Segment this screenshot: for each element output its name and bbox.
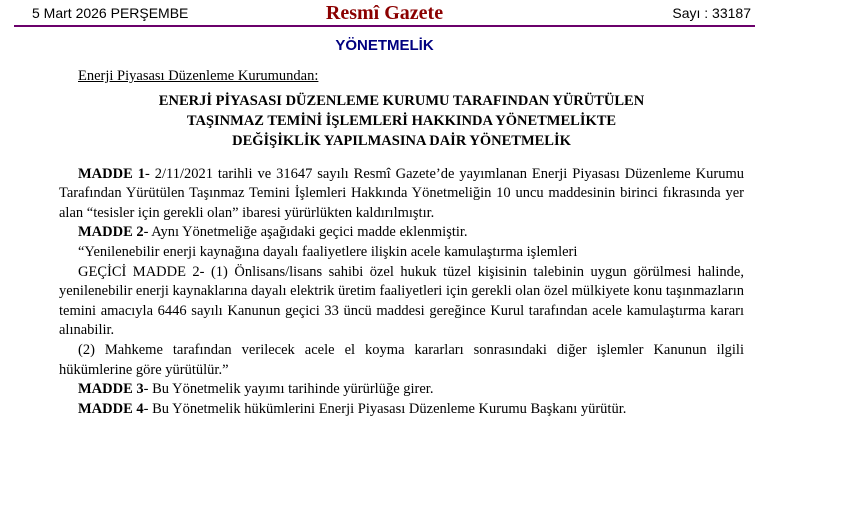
issuing-institution: Enerji Piyasası Düzenleme Kurumundan: (78, 68, 319, 84)
issue-date: 5 Mart 2026 PERŞEMBE (32, 5, 189, 21)
article-text: - 2/11/2021 tarihli ve 31647 sayılı Resmî Gazete’de yayımlanan Enerji Piyasası Düzenleme Kurumu Tarafından Yürütülen Taşınmaz Temini İşlemleri Hakkında Yönetmeliğin 10 uncu maddesinin birinci fıkrasında yer alan “tesisler için gerekli olan” ibaresi yürürlükten kaldırılmıştır. (59, 165, 745, 221)
article-text: - Aynı Yönetmeliğe aşağıdaki geçici madde eklenmiştir. (143, 224, 468, 241)
provisional-article-para-2: (2) Mahkeme tarafından verilecek acele el koyma kararları sonrasındaki diğer işlemler Kanunun ilgili hükümlerine göre yürütülür.” (59, 341, 744, 378)
article-2 (59, 223, 744, 243)
gazette-header (14, 3, 755, 27)
regulation-body (59, 67, 744, 419)
title-line: DEĞİŞİKLİK YAPILMASINA DAİR YÖNETMELİK (232, 132, 571, 149)
article-label: MADDE 4 (78, 400, 144, 417)
article-label: MADDE 1 (78, 165, 145, 182)
section-heading: YÖNETMELİK (335, 37, 434, 54)
article-text: - Bu Yönetmelik hükümlerini Enerji Piyasası Düzenleme Kurumu Başkanı yürütür. (143, 400, 627, 417)
article-label: MADDE 2 (78, 224, 144, 241)
issue-number: Sayı : 33187 (672, 5, 751, 21)
gazette-title: Resmî Gazete (325, 2, 444, 24)
regulation-title (59, 91, 744, 151)
title-line: TAŞINMAZ TEMİNİ İŞLEMLERİ HAKKINDA YÖNETMELİKTE (186, 112, 617, 129)
provisional-heading: “Yenilenebilir enerji kaynağına dayalı faaliyetlere ilişkin acele kamulaştırma işlemleri (78, 243, 578, 260)
article-3 (59, 380, 744, 400)
article-4 (59, 400, 744, 420)
article-1 (59, 165, 744, 224)
title-line: ENERJİ PİYASASI DÜZENLEME KURUMU TARAFINDAN YÜRÜTÜLEN (158, 92, 645, 109)
article-text: - Bu Yönetmelik yayımı tarihinde yürürlüğe girer. (143, 381, 434, 398)
provisional-article-para-1: GEÇİCİ MADDE 2- (1) Önlisans/lisans sahibi özel hukuk tüzel kişisinin talebinin uygun görülmesi halinde, yenilenebilir enerji kaynaklarına dayalı elektrik üretim faaliyetleri için gerekli olan özel mülkiyete konu taşınmazların temini amacıyla 6446 sayılı Kanunun geçici 33 üncü maddesi gereğince Kurul tarafından acele kamulaştırma kararı alınabilir. (59, 263, 744, 339)
article-label: MADDE 3 (78, 381, 144, 398)
